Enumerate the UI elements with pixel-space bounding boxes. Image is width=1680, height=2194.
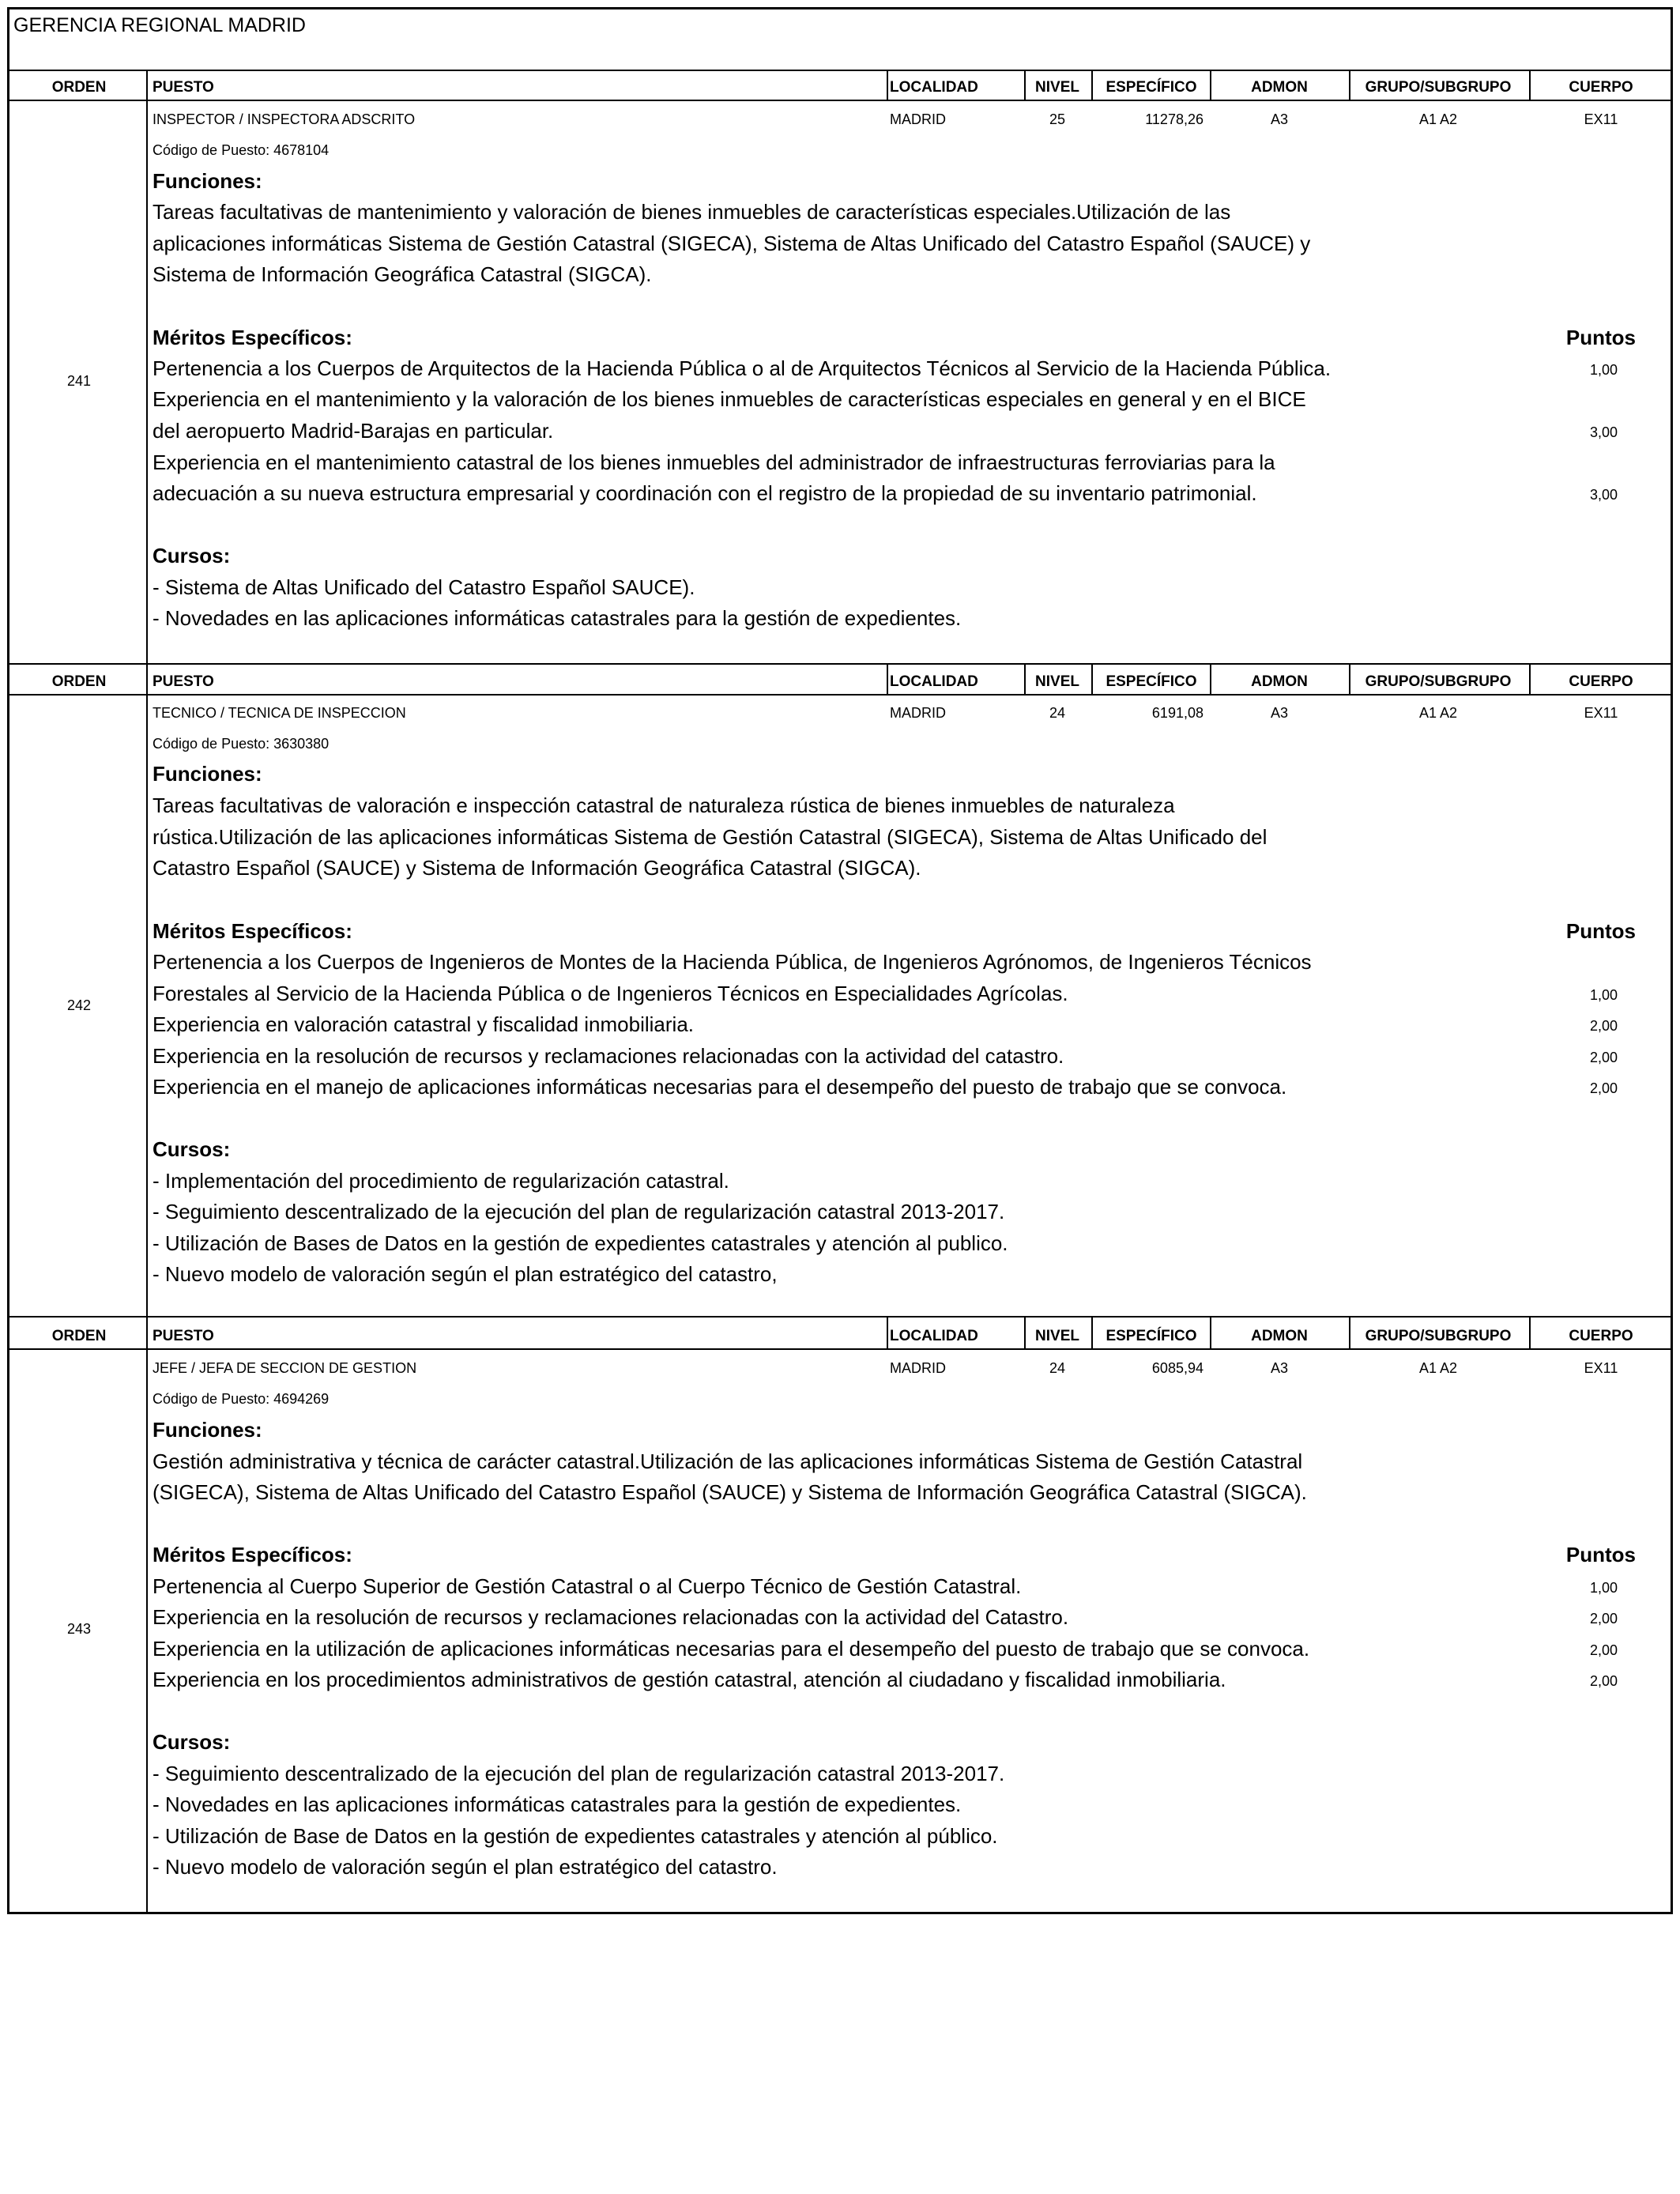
funciones-line: Tareas facultativas de valoración e inspección catastral de naturaleza rústica de bienes inmuebles de naturaleza <box>153 794 1175 817</box>
puntos-value: 3,00 <box>1589 424 1618 440</box>
header-grupo: GRUPO/SUBGRUPO <box>1365 79 1512 96</box>
funciones-line: Sistema de Información Geográfica Catastral (SIGCA). <box>153 262 652 286</box>
admon: A3 <box>1270 111 1289 127</box>
nivel: 24 <box>1049 1360 1066 1376</box>
merito-line: Pertenencia al Cuerpo Superior de Gestión Catastral o al Cuerpo Técnico de Gestión Catastral. <box>153 1574 1022 1598</box>
header-localidad: LOCALIDAD <box>890 673 978 690</box>
header-separator <box>887 663 888 694</box>
header-separator <box>1349 663 1350 694</box>
curso-line: - Utilización de Bases de Datos en la gestión de expedientes catastrales y atención al publico. <box>153 1231 1008 1255</box>
funciones-heading: Funciones: <box>153 1418 262 1442</box>
curso-line: - Seguimiento descentralizado de la ejecución del plan de regularización catastral 2013-2017. <box>153 1200 1005 1223</box>
localidad: MADRID <box>890 1360 946 1376</box>
funciones-line: rústica.Utilización de las aplicaciones informáticas Sistema de Gestión Catastral (SIGECA), Sistema de Altas Unificado del <box>153 825 1268 849</box>
funciones-heading: Funciones: <box>153 762 262 786</box>
puntos-heading: Puntos <box>1565 1543 1636 1566</box>
curso-line: - Utilización de Base de Datos en la gestión de expedientes catastrales y atención al público. <box>153 1824 998 1848</box>
puntos-value: 1,00 <box>1589 1580 1618 1596</box>
localidad: MADRID <box>890 111 946 127</box>
puntos-value: 1,00 <box>1589 362 1618 378</box>
header-separator <box>1024 1316 1026 1348</box>
curso-line: - Novedades en las aplicaciones informáticas catastrales para la gestión de expedientes. <box>153 1793 962 1816</box>
curso-line: - Seguimiento descentralizado de la ejecución del plan de regularización catastral 2013-2017. <box>153 1762 1005 1785</box>
meritos-heading: Méritos Específicos: <box>153 1543 352 1566</box>
title-divider <box>7 70 1673 71</box>
funciones-line: (SIGECA), Sistema de Altas Unificado del Catastro Español (SAUCE) y Sistema de Información Geográfica Catastral (SIGCA). <box>153 1480 1307 1504</box>
puntos-value: 2,00 <box>1589 1080 1618 1096</box>
header-nivel: NIVEL <box>1035 1328 1079 1344</box>
localidad: MADRID <box>890 705 946 721</box>
puntos-value: 2,00 <box>1589 1050 1618 1065</box>
curso-line: - Nuevo modelo de valoración según el plan estratégico del catastro. <box>153 1855 778 1879</box>
merito-line: Experiencia en la resolución de recursos y reclamaciones relacionadas con la actividad del Catastro. <box>153 1605 1069 1629</box>
header-puesto: PUESTO <box>153 79 214 96</box>
header-especifico: ESPECÍFICO <box>1106 673 1197 690</box>
puntos-value: 2,00 <box>1589 1673 1618 1689</box>
merito-line: del aeropuerto Madrid-Barajas en particular. <box>153 419 554 443</box>
entry-divider <box>7 1316 1673 1318</box>
header-cuerpo: CUERPO <box>1569 79 1633 96</box>
header-separator <box>1210 70 1211 100</box>
header-puesto: PUESTO <box>153 673 214 690</box>
cursos-heading: Cursos: <box>153 1137 231 1161</box>
merito-line: Experiencia en la resolución de recursos y reclamaciones relacionadas con la actividad del catastro. <box>153 1044 1064 1068</box>
cuerpo: EX11 <box>1584 705 1618 721</box>
codigo-puesto: Código de Puesto: 3630380 <box>153 736 330 752</box>
puesto-name: TECNICO / TECNICA DE INSPECCION <box>153 705 406 721</box>
funciones-line: Gestión administrativa y técnica de carácter catastral.Utilización de las aplicaciones informáticas Sistema de Gestión Catastral <box>153 1449 1303 1473</box>
especifico: 6085,94 <box>1151 1360 1203 1376</box>
header-separator <box>887 70 888 100</box>
header-bottom-line <box>7 1348 1673 1350</box>
header-separator <box>1210 663 1211 694</box>
merito-line: Pertenencia a los Cuerpos de Arquitectos de la Hacienda Pública o al de Arquitectos Técnicos al Servicio de la Hacienda Pública. <box>153 356 1332 380</box>
especifico: 6191,08 <box>1151 705 1203 721</box>
merito-line: Experiencia en la utilización de aplicaciones informáticas necesarias para el desempeño del puesto de trabajo que se convoca. <box>153 1637 1310 1661</box>
header-bottom-line <box>7 100 1673 101</box>
orden-number: 241 <box>66 373 92 389</box>
header-localidad: LOCALIDAD <box>890 79 978 96</box>
cuerpo: EX11 <box>1584 1360 1618 1376</box>
header-grupo: GRUPO/SUBGRUPO <box>1365 1328 1512 1344</box>
header-separator <box>1091 663 1093 694</box>
header-localidad: LOCALIDAD <box>890 1328 978 1344</box>
header-orden: ORDEN <box>51 1328 107 1344</box>
puntos-value: 3,00 <box>1589 487 1618 503</box>
merito-line: adecuación a su nueva estructura empresarial y coordinación con el registro de la propiedad de su inventario patrimonial. <box>153 481 1257 505</box>
header-separator <box>1091 70 1093 100</box>
header-cuerpo: CUERPO <box>1569 673 1633 690</box>
codigo-puesto: Código de Puesto: 4678104 <box>153 142 330 158</box>
funciones-line: aplicaciones informáticas Sistema de Gestión Catastral (SIGECA), Sistema de Altas Unificado del Catastro Español (SAUCE) y <box>153 232 1311 255</box>
header-cuerpo: CUERPO <box>1569 1328 1633 1344</box>
nivel: 24 <box>1049 705 1066 721</box>
orden-number: 242 <box>66 997 92 1013</box>
header-separator <box>1349 1316 1350 1348</box>
puesto-name: JEFE / JEFA DE SECCION DE GESTION <box>153 1360 417 1376</box>
nivel: 25 <box>1049 111 1066 127</box>
curso-line: - Novedades en las aplicaciones informáticas catastrales para la gestión de expedientes. <box>153 606 962 630</box>
admon: A3 <box>1270 705 1289 721</box>
puntos-value: 2,00 <box>1589 1642 1618 1658</box>
header-admon: ADMON <box>1251 79 1308 96</box>
meritos-heading: Méritos Específicos: <box>153 919 352 943</box>
header-admon: ADMON <box>1251 673 1308 690</box>
header-admon: ADMON <box>1251 1328 1308 1344</box>
codigo-puesto: Código de Puesto: 4694269 <box>153 1391 330 1407</box>
orden-column-divider <box>146 663 148 1316</box>
grupo: A1 A2 <box>1418 111 1458 127</box>
header-separator <box>1091 1316 1093 1348</box>
funciones-line: Tareas facultativas de mantenimiento y valoración de bienes inmuebles de características especiales.Utilización de las <box>153 200 1231 224</box>
puntos-value: 1,00 <box>1589 987 1618 1003</box>
merito-line: Experiencia en el mantenimiento catastral de los bienes inmuebles del administrador de infraestructuras ferroviarias para la <box>153 450 1275 474</box>
curso-line: - Implementación del procedimiento de regularización catastral. <box>153 1169 729 1193</box>
entry-divider <box>7 663 1673 665</box>
header-puesto: PUESTO <box>153 1328 214 1344</box>
header-separator <box>1024 663 1026 694</box>
header-separator <box>1210 1316 1211 1348</box>
orden-column-divider <box>146 1316 148 1912</box>
header-separator <box>1529 70 1531 100</box>
curso-line: - Nuevo modelo de valoración según el plan estratégico del catastro, <box>153 1262 778 1286</box>
header-separator <box>1349 70 1350 100</box>
merito-line: Experiencia en el mantenimiento y la valoración de los bienes inmuebles de características especiales en general y en el BICE <box>153 387 1306 411</box>
cursos-heading: Cursos: <box>153 1730 231 1754</box>
orden-number: 243 <box>66 1621 92 1637</box>
header-grupo: GRUPO/SUBGRUPO <box>1365 673 1512 690</box>
merito-line: Experiencia en valoración catastral y fiscalidad inmobiliaria. <box>153 1012 695 1036</box>
header-separator <box>887 1316 888 1348</box>
puntos-value: 2,00 <box>1589 1611 1618 1627</box>
header-orden: ORDEN <box>51 673 107 690</box>
header-bottom-line <box>7 694 1673 696</box>
curso-line: - Sistema de Altas Unificado del Catastro Español SAUCE). <box>153 575 695 599</box>
merito-line: Pertenencia a los Cuerpos de Ingenieros de Montes de la Hacienda Pública, de Ingenieros Agrónomos, de Ingenieros Técnicos <box>153 950 1312 974</box>
header-nivel: NIVEL <box>1035 673 1079 690</box>
puntos-value: 2,00 <box>1589 1018 1618 1034</box>
gerencia-title: GERENCIA REGIONAL MADRID <box>13 14 306 36</box>
meritos-heading: Méritos Específicos: <box>153 326 352 349</box>
header-especifico: ESPECÍFICO <box>1106 79 1197 96</box>
merito-line: Forestales al Servicio de la Hacienda Pública o de Ingenieros Técnicos en Especialidades Agrícolas. <box>153 982 1068 1005</box>
orden-column-divider <box>146 70 148 663</box>
funciones-heading: Funciones: <box>153 169 262 193</box>
puntos-heading: Puntos <box>1565 919 1636 943</box>
grupo: A1 A2 <box>1418 1360 1458 1376</box>
merito-line: Experiencia en los procedimientos administrativos de gestión catastral, atención al ciudadano y fiscalidad inmobiliaria. <box>153 1668 1226 1691</box>
cuerpo: EX11 <box>1584 111 1618 127</box>
merito-line: Experiencia en el manejo de aplicaciones informáticas necesarias para el desempeño del puesto de trabajo que se convoca. <box>153 1075 1287 1099</box>
header-separator <box>1529 663 1531 694</box>
header-separator <box>1024 70 1026 100</box>
header-nivel: NIVEL <box>1035 79 1079 96</box>
grupo: A1 A2 <box>1418 705 1458 721</box>
header-especifico: ESPECÍFICO <box>1106 1328 1197 1344</box>
cursos-heading: Cursos: <box>153 544 231 567</box>
header-orden: ORDEN <box>51 79 107 96</box>
header-separator <box>1529 1316 1531 1348</box>
puntos-heading: Puntos <box>1565 326 1636 349</box>
puesto-name: INSPECTOR / INSPECTORA ADSCRITO <box>153 111 416 127</box>
especifico: 11278,26 <box>1145 111 1203 127</box>
funciones-line: Catastro Español (SAUCE) y Sistema de Información Geográfica Catastral (SIGCA). <box>153 856 921 880</box>
admon: A3 <box>1270 1360 1289 1376</box>
